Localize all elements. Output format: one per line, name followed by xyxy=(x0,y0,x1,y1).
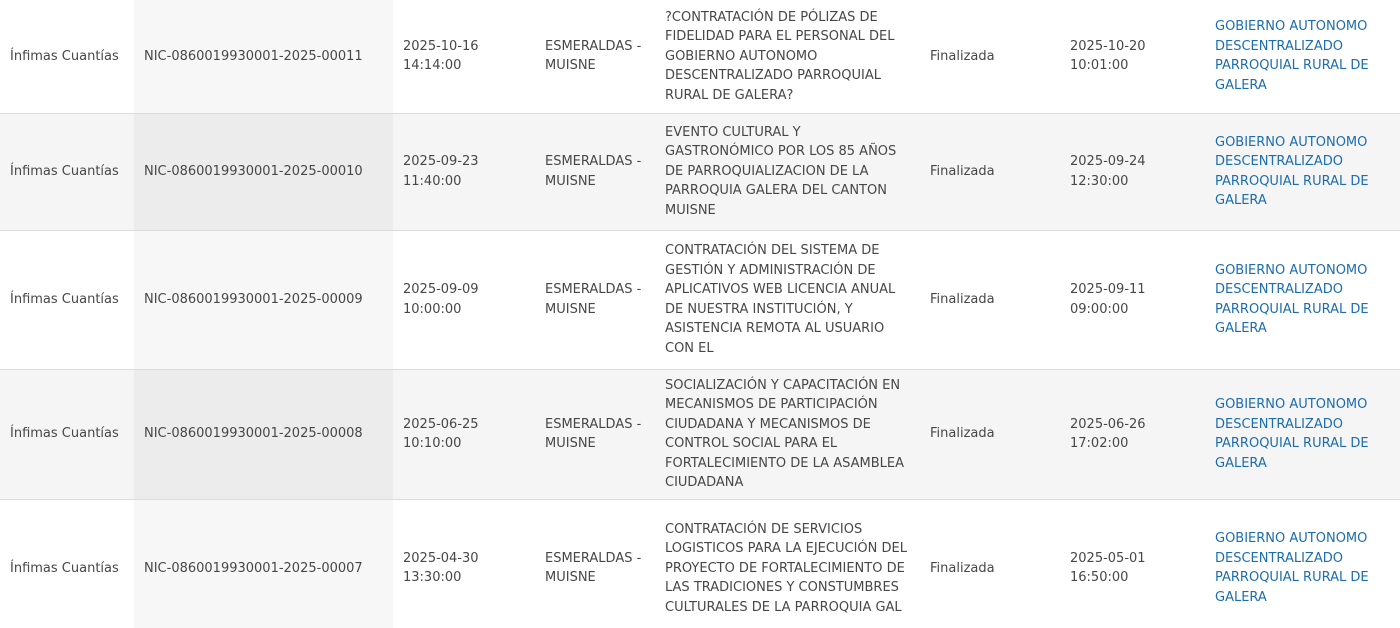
contracting-entity-cell xyxy=(1205,369,1400,499)
process-object: EVENTO CULTURAL Y GASTRONÓMICO POR LOS 85 AÑOS DE PARROQUIALIZACION DE LA PARROQUIA GALERA DEL CANTON MUISNE xyxy=(655,113,920,230)
table-row xyxy=(0,499,1400,628)
end-date: 2025-09-11 xyxy=(1070,282,1146,297)
table-row xyxy=(0,0,1400,113)
end-time: 17:02:00 xyxy=(1070,436,1129,451)
publish-time: 10:00:00 xyxy=(403,301,462,317)
contracting-entity-link[interactable]: GOBIERNO AUTONOMO DESCENTRALIZADO PARROQUIAL RURAL DE GALERA xyxy=(1215,397,1369,471)
end-time: 16:50:00 xyxy=(1070,570,1129,586)
publish-datetime xyxy=(393,499,535,628)
process-status: Finalizada xyxy=(930,48,995,64)
publish-datetime xyxy=(393,113,535,230)
end-date: 2025-05-01 xyxy=(1070,550,1146,566)
process-object: CONTRATACIÓN DEL SISTEMA DE GESTIÓN Y ADMINISTRACIÓN DE APLICATIVOS WEB LICENCIA ANUAL DE NUESTRA INSTITUCIÓN, Y ASISTENCIA REMOTA AL USUARIO CON EL xyxy=(655,230,920,369)
end-date: 2025-06-26 xyxy=(1070,416,1146,432)
process-object: ?CONTRATACIÓN DE PÓLIZAS DE FIDELIDAD PARA EL PERSONAL DEL GOBIERNO AUTONOMO DESCENTRALIZADO PARROQUIAL RURAL DE GALERA? xyxy=(665,9,895,103)
province-canton: ESMERALDAS - MUISNE xyxy=(545,38,642,74)
process-code: NIC-0860019930001-2025-00009 xyxy=(134,230,393,369)
end-date: 2025-10-20 xyxy=(1070,38,1146,54)
table-row xyxy=(0,230,1400,369)
province-canton: ESMERALDAS - MUISNE xyxy=(535,369,655,499)
publish-time: 11:40:00 xyxy=(403,173,462,189)
publish-date: 2025-06-25 xyxy=(403,416,479,432)
contracting-entity-cell xyxy=(1205,113,1400,230)
publish-datetime xyxy=(393,369,535,499)
end-time: 10:01:00 xyxy=(1070,58,1129,74)
process-type: Ínfimas Cuantías xyxy=(10,48,119,64)
process-object: SOCIALIZACIÓN Y CAPACITACIÓN EN MECANISMOS DE PARTICIPACIÓN CIUDADANA Y MECANISMOS DE CONTROL SOCIAL PARA EL FORTALECIMIENTO DE LA ASAMBLEA CIUDADANA xyxy=(655,369,920,499)
contracting-entity-cell xyxy=(1205,0,1400,113)
publish-date: 2025-09-23 xyxy=(403,154,479,169)
contracting-entity-link[interactable]: GOBIERNO AUTONOMO DESCENTRALIZADO PARROQUIAL RURAL DE GALERA xyxy=(1215,262,1369,336)
contracting-entity-cell xyxy=(1205,230,1400,369)
contracting-entity-link[interactable]: GOBIERNO AUTONOMO DESCENTRALIZADO PARROQUIAL RURAL DE GALERA xyxy=(1215,19,1369,93)
end-datetime xyxy=(1060,0,1205,113)
publish-time: 10:10:00 xyxy=(403,436,462,451)
end-time: 12:30:00 xyxy=(1070,173,1129,189)
publish-time: 13:30:00 xyxy=(403,570,462,586)
publish-datetime xyxy=(393,0,535,113)
publish-time: 14:14:00 xyxy=(403,58,462,74)
table-row xyxy=(0,369,1400,499)
publish-date: 2025-09-09 xyxy=(403,282,479,297)
end-datetime xyxy=(1060,113,1205,230)
province-canton: ESMERALDAS - MUISNE xyxy=(535,230,655,369)
process-status: Finalizada xyxy=(920,369,1060,499)
process-code: NIC-0860019930001-2025-00010 xyxy=(134,113,393,230)
contracting-entity-cell xyxy=(1205,499,1400,628)
table-row xyxy=(0,113,1400,230)
province-canton: ESMERALDAS - MUISNE xyxy=(535,499,655,628)
process-type: Ínfimas Cuantías xyxy=(0,113,134,230)
process-status: Finalizada xyxy=(920,113,1060,230)
process-type: Ínfimas Cuantías xyxy=(0,230,134,369)
end-datetime xyxy=(1060,230,1205,369)
process-type: Ínfimas Cuantías xyxy=(0,369,134,499)
province-canton: ESMERALDAS - MUISNE xyxy=(535,113,655,230)
contracting-entity-link[interactable]: GOBIERNO AUTONOMO DESCENTRALIZADO PARROQUIAL RURAL DE GALERA xyxy=(1215,531,1369,605)
publish-date: 2025-04-30 xyxy=(403,550,479,566)
publish-date: 2025-10-16 xyxy=(403,38,479,54)
process-type: Ínfimas Cuantías xyxy=(0,499,134,628)
publish-datetime xyxy=(393,230,535,369)
process-object: CONTRATACIÓN DE SERVICIOS LOGISTICOS PARA LA EJECUCIÓN DEL PROYECTO DE FORTALECIMIENTO DE LAS TRADICIONES Y CONSTUMBRES CULTURALES DE LA PARROQUIA GAL xyxy=(655,499,920,628)
process-code: NIC-0860019930001-2025-00007 xyxy=(134,499,393,628)
contracting-entity-link[interactable]: GOBIERNO AUTONOMO DESCENTRALIZADO PARROQUIAL RURAL DE GALERA xyxy=(1215,134,1369,208)
process-code: NIC-0860019930001-2025-00011 xyxy=(134,0,393,113)
end-datetime xyxy=(1060,369,1205,499)
process-code: NIC-0860019930001-2025-00008 xyxy=(134,369,393,499)
process-status: Finalizada xyxy=(920,499,1060,628)
process-status: Finalizada xyxy=(920,230,1060,369)
end-time: 09:00:00 xyxy=(1070,301,1129,317)
end-date: 2025-09-24 xyxy=(1070,154,1146,169)
end-datetime xyxy=(1060,499,1205,628)
